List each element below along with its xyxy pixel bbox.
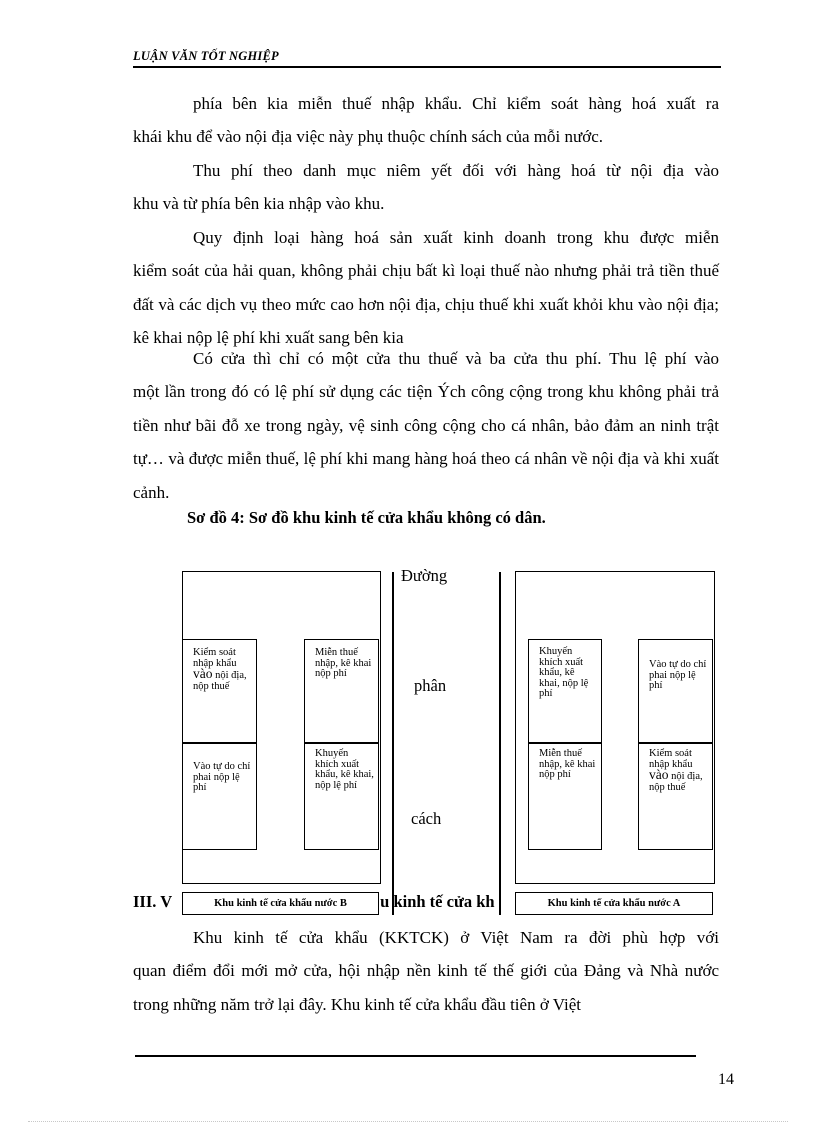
zone-a-box-import-control-text-2: nội địa, nộp thuế xyxy=(649,771,703,793)
footer-rule xyxy=(135,1055,696,1057)
paragraph-2-rest: khu và từ phía bên kia nhập vào khu. xyxy=(133,194,385,214)
road-right-line xyxy=(499,572,501,915)
paragraph-2-first-line: Thu phí theo danh mục niêm yết đối với hàng hoá từ nội địa vào xyxy=(193,161,719,180)
zone-a-box-import-control-text-big: vào xyxy=(649,767,669,782)
road-word-duong: Đường xyxy=(401,566,448,585)
paragraph-4-first-line: Có cửa thì chỉ có một cửa thu thuế và ba cửa thu phí. Thu lệ phí vào xyxy=(193,349,719,368)
paragraph-3-first-line: Quy định loại hàng hoá sản xuất kinh doanh trong khu được miễn xyxy=(193,228,719,247)
section-heading-right: u kinh tế cửa kh xyxy=(380,892,495,911)
paragraph-5-rest: quan điểm đổi mới mở cửa, hội nhập nền kinh tế thế giới của Đảng và Nhà nước trong những năm trở lại đây. Khu kinh tế cửa khẩu đầu tiên ở Việt xyxy=(133,961,719,1014)
bottom-dotted-border xyxy=(28,1121,788,1122)
paragraph-1 xyxy=(133,87,719,154)
zone-b-box-import-control-text-big: vào xyxy=(193,666,213,681)
road-word-cach: cách xyxy=(411,809,442,828)
zone-a-box-export-incentive: Khuyến khích xuất khẩu, kê khai, nộp lệ phí xyxy=(528,639,602,743)
zone-a-box-import-control xyxy=(638,743,713,850)
paragraph-5-first-line: Khu kinh tế cửa khẩu (KKTCK) ở Việt Nam ra đời phù hợp với xyxy=(193,928,719,947)
paragraph-4 xyxy=(133,342,719,509)
paragraph-1-first-line: phía bên kia miễn thuế nhập khẩu. Chỉ kiểm soát hàng hoá xuất ra xyxy=(193,94,719,113)
paragraph-4-rest: một lần trong đó có lệ phí sử dụng các tiện Ých công cộng trong khu không phải trả tiền như bãi đỗ xe trong ngày, vệ sinh công cộng cho cá nhân, bảo đảm an ninh trật tự… và được miễn thuế, lệ phí khi mang hàng hoá theo cá nhân về nội địa và khi xuất cảnh. xyxy=(133,382,719,502)
paragraph-1-rest: khái khu để vào nội địa việc này phụ thuộc chính sách của mỗi nước. xyxy=(133,127,603,147)
header-rule xyxy=(133,66,721,68)
paragraph-2 xyxy=(133,154,719,221)
zone-b-box-import-control-text-2: nội địa, nộp thuế xyxy=(193,670,247,692)
paragraph-3-rest: kiểm soát của hải quan, không phải chịu bất kì loại thuế nào nhưng phải trả tiền thuế đất và các dịch vụ theo mức cao hơn nội địa, chịu thuế khi xuất khỏi khu vào nội địa; kê khai nộp lệ phí khi xuất sang bên kia xyxy=(133,261,719,348)
road-word-phan: phân xyxy=(414,676,447,695)
zone-b-label: Khu kinh tế cửa khẩu nước B xyxy=(182,892,379,915)
zone-a-box-tax-exempt: Miễn thuế nhập, kê khai nộp phí xyxy=(528,743,602,850)
road-left-line xyxy=(392,572,394,915)
paragraph-3 xyxy=(133,221,719,355)
zone-a-label: Khu kinh tế cửa khẩu nước A xyxy=(515,892,713,915)
zone-a-box-import-control-text-1: Kiểm soát nhập khẩu xyxy=(649,748,693,770)
zone-b-box-tax-exempt: Miễn thuế nhập, kê khai nộp phí xyxy=(304,639,379,743)
zone-b-box-export-incentive: Khuyến khích xuất khẩu, kê khai, nộp lệ phí xyxy=(304,743,379,850)
section-heading-left: III. V xyxy=(133,892,173,911)
page-number: 14 xyxy=(718,1071,734,1088)
header-title: LUẬN VĂN TỐT NGHIỆP xyxy=(133,49,279,63)
zone-b-box-import-control xyxy=(182,639,257,743)
zone-a-box-free-entry: Vào tự do chỉ phai nộp lệ phí xyxy=(638,639,713,743)
paragraph-5 xyxy=(133,921,719,1021)
zone-b-box-free-entry: Vào tự do chỉ phai nộp lệ phí xyxy=(182,743,257,850)
zone-b-box-import-control-text-1: Kiểm soát nhập khẩu xyxy=(193,647,237,669)
diagram-caption: Sơ đồ 4: Sơ đồ khu kinh tế cửa khẩu không có dân. xyxy=(187,508,546,527)
